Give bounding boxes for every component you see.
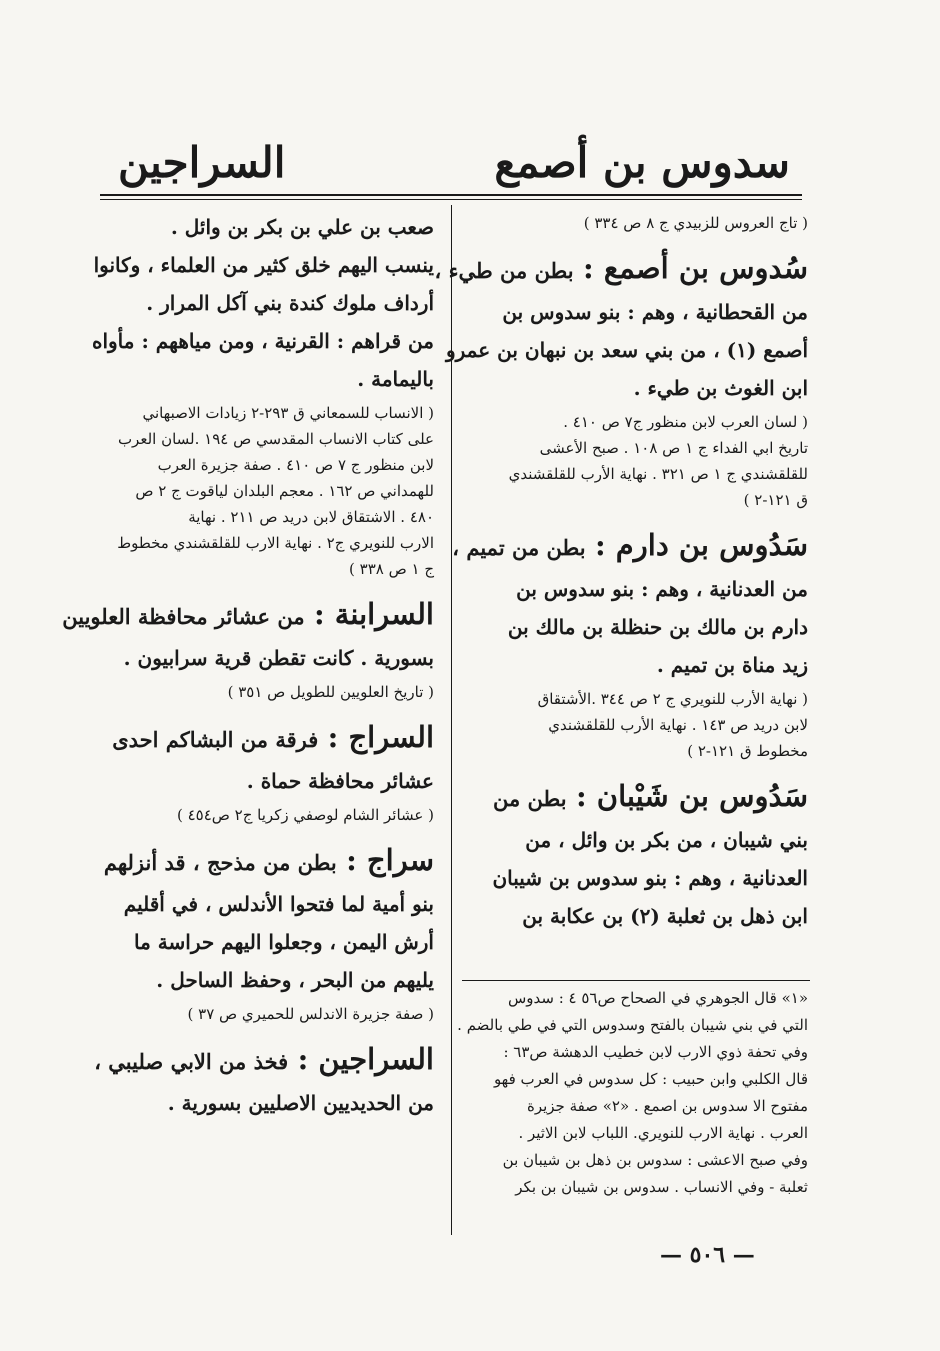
reference-line: الارب للنويري ج٢ . نهاية الارب للقلقشندي مخطوط xyxy=(117,534,434,552)
footnote-line: وفي صبح الاعشى : سدوس بن ذهل بن شيبان بن xyxy=(502,1151,808,1169)
entry-heading xyxy=(100,715,434,762)
footnote-rule xyxy=(462,980,810,981)
reference-block xyxy=(100,802,434,828)
entry-line: أصمع (١) ، من بني سعد بن نبهان بن عمرو xyxy=(445,338,808,362)
entry-first-text: بطن من تميم ، xyxy=(452,535,586,560)
entry-line: أرش اليمن ، وجعلوا اليهم حراسة ما xyxy=(134,930,434,954)
entry-first-text: بطن من مذحج ، قد أنزلهم xyxy=(103,850,337,875)
entry-line: ينسب اليهم خلق كثير من العلماء ، وكانوا xyxy=(93,253,434,277)
reference-block xyxy=(100,679,434,705)
reference-line: ( تاج العروس للزبيدي ج ٨ ص ٣٣٤ ) xyxy=(583,214,808,232)
reference-block xyxy=(468,210,808,236)
entry-name: السرابنة : xyxy=(314,597,434,631)
entry-line: بنو أمية لما فتحوا الأندلس ، في أقليم xyxy=(123,892,434,916)
reference-line: ( نهاية الأرب للنويري ج ٢ ص ٣٤٤ .الأشتقاق xyxy=(537,690,808,708)
reference-line: مخطوط ق ١٢١-٢ ) xyxy=(687,742,808,760)
entry-heading xyxy=(100,838,434,885)
entry-first-text: من عشائر محافظة العلويين xyxy=(62,604,305,629)
entry-line: من الحديديين الاصليين بسورية . xyxy=(167,1091,434,1115)
left-column xyxy=(62,208,434,1122)
entry-heading xyxy=(452,523,808,570)
entry-heading xyxy=(94,1037,434,1084)
reference-line: لابن منظور ج ٧ ص ٤١٠ . صفة جزيرة العرب xyxy=(157,456,434,474)
reference-block xyxy=(100,400,434,582)
reference-line: لابن دريد ص ١٤٣ . نهاية الأرب للقلقشندي xyxy=(548,716,808,734)
reference-line: ج ١ ص ٣٣٨ ) xyxy=(349,560,434,578)
reference-block xyxy=(100,1001,434,1027)
entry-line: يليهم من البحر ، وحفظ الساحل . xyxy=(156,968,434,992)
entry-heading xyxy=(62,592,434,639)
entry-line: من القحطانية ، وهم : بنو سدوس بن xyxy=(502,300,808,324)
entry-name: سَدُوس بن دارم : xyxy=(595,528,808,562)
entry-line: ابن ذهل بن ثعلبة (٢) بن عكابة بن xyxy=(522,904,808,928)
footnote-line: التي في بني شيبان بالفتح وسدوس التي في طي بالضم . xyxy=(457,1016,808,1034)
entry-line: من قراهم : القرنية ، ومن مياههم : مأواه xyxy=(91,329,434,353)
entry-line: أرداف ملوك كندة بني آكل المرار . xyxy=(146,291,434,315)
entry-line: من العدنانية ، وهم : بنو سدوس بن xyxy=(516,577,808,601)
right-column xyxy=(434,208,808,935)
reference-line: ٤٨٠ . الاشتقاق لابن دريد ص ٢١١ . نهاية xyxy=(188,508,434,526)
entry-line: عشائر محافظة حماة . xyxy=(246,769,434,793)
entry-name: سَدُوس بن شَيْبان : xyxy=(576,779,808,813)
footnote-line: «١» قال الجوهري في الصحاح ص٥٦ ٤ : سدوس xyxy=(507,989,808,1007)
entry-first-text: فرقة من البشاكم احدى xyxy=(112,727,319,752)
header-rule xyxy=(100,194,802,196)
footnote-line: ثعلبة - وفي الانساب . سدوس بن شيبان بن بكر xyxy=(515,1178,808,1196)
reference-line: ( عشائر الشام لوصفي زكريا ج٢ ص٤٥٤ ) xyxy=(176,806,434,824)
entry-line: صعب بن علي بن بكر بن وائل . xyxy=(170,215,434,239)
header-rule-thin xyxy=(100,199,802,200)
entry-name: سُدوس بن أصمع : xyxy=(583,251,808,285)
reference-line: للهمداني ص ١٦٢ . معجم البلدان لياقوت ج ٢ ص xyxy=(135,482,434,500)
reference-line: تاريخ ابي الفداء ج ١ ص ١٠٨ . صبح الأعشى xyxy=(539,439,808,457)
entry-line: دارم بن مالك بن حنظلة بن مالك بن xyxy=(507,615,808,639)
reference-block xyxy=(468,686,808,764)
footnote-line: وفي تحفة ذوي الارب لابن خطيب الدهشة ص٦٣ : xyxy=(503,1043,808,1061)
entry-line: العدنانية ، وهم : بنو سدوس بن شيبان xyxy=(492,866,808,890)
reference-line: ق ١٢١-٢ ) xyxy=(743,491,808,509)
entry-line: ابن الغوث بن طيء . xyxy=(633,376,808,400)
entry-first-text: بطن من طيء ، xyxy=(434,258,574,283)
page-number: — ٥٠٦ — xyxy=(660,1242,755,1268)
reference-line: ( لسان العرب لابن منظور ج٧ ص ٤١٠ . xyxy=(563,413,808,431)
entry-heading xyxy=(434,246,808,293)
entry-name: سراج : xyxy=(346,843,434,877)
reference-line: ( صفة جزيرة الاندلس للحميري ص ٣٧ ) xyxy=(187,1005,434,1023)
entry-first-text: فخذ من الابي صليبي ، xyxy=(94,1049,289,1074)
entry-line: بني شيبان ، من بكر بن وائل ، من xyxy=(525,828,808,852)
entry-line: زيد مناة بن تميم . xyxy=(656,653,808,677)
footnote-line: العرب . نهاية الارب للنويري. اللباب لابن الاثير . xyxy=(518,1124,808,1142)
reference-line: للقلقشندي ج ١ ص ٣٢١ . نهاية الأرب للقلقشندي xyxy=(508,465,808,483)
footnotes xyxy=(457,985,808,1201)
entry-heading xyxy=(468,774,808,821)
footnote-line: مفتوح الا سدوس بن اصمع . «٢» صفة جزيرة xyxy=(526,1097,808,1115)
footnote-line: قال الكلبي وابن حبيب : كل سدوس في العرب فهو xyxy=(493,1070,808,1088)
reference-line: ( الانساب للسمعاني ق ٢٩٣-٢ زيادات الاصبهاني xyxy=(142,404,434,422)
entry-line: بسورية . كانت تقطن قرية سرابيون . xyxy=(123,646,434,670)
entry-name: السراج : xyxy=(327,720,434,754)
running-head-right: سدوس بن أصمع xyxy=(494,138,790,187)
reference-line: ( تاريخ العلويين للطويل ص ٣٥١ ) xyxy=(227,683,434,701)
reference-line: على كتاب الانساب المقدسي ص ١٩٤ .لسان العرب xyxy=(117,430,434,448)
entry-line: باليمامة . xyxy=(357,367,434,391)
running-head-left: السراجين xyxy=(118,138,286,187)
entry-name: السراجين : xyxy=(297,1042,434,1076)
entry-first-text: بطن من xyxy=(492,786,567,811)
reference-block xyxy=(468,409,808,513)
